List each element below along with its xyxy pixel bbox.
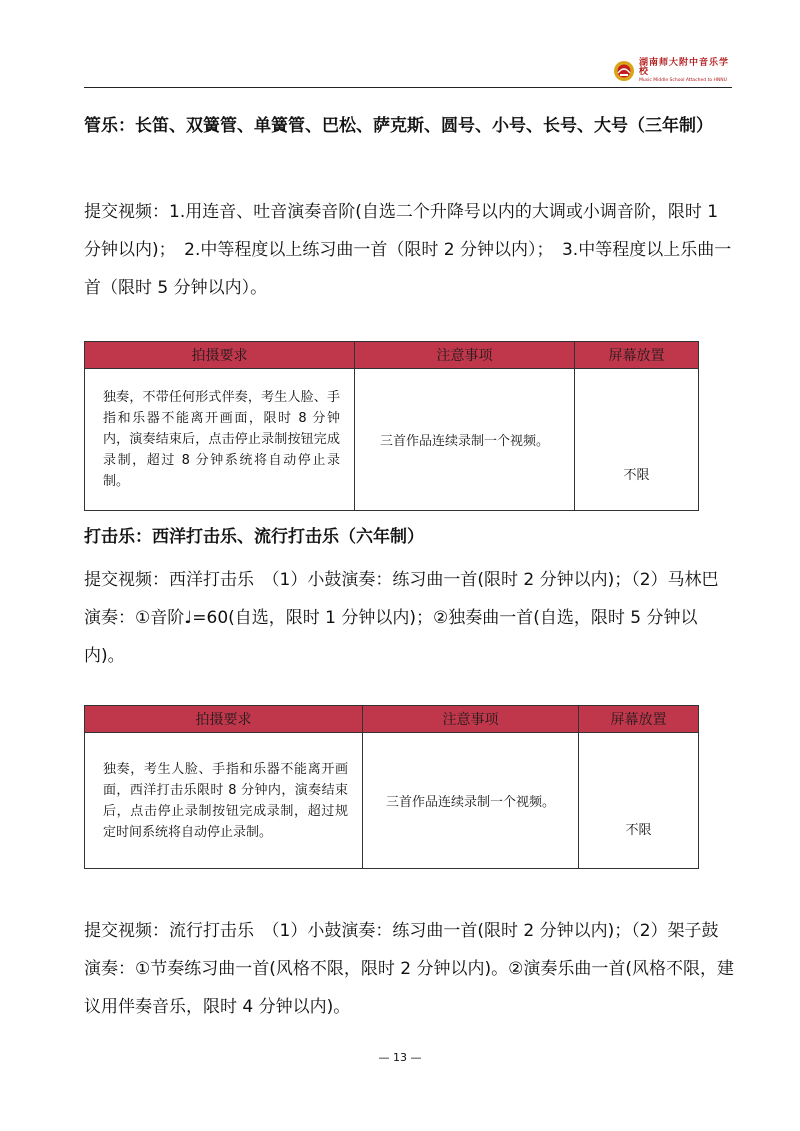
percussion-pop-submit-text: 提交视频：流行打击乐 （1）小鼓演奏：练习曲一首(限时 2 分钟以内)；（2）架子鼓演奏：①节奏练习曲一首(风格不限，限时 2 分钟以内)。②演奏乐曲一首(风格不限，建议用伴奏音乐，限时 4 分钟以内)。 — [84, 921, 734, 1017]
column-header-shooting-requirement: 拍摄要求 — [85, 342, 355, 369]
table-row — [85, 369, 699, 511]
table-row — [85, 733, 699, 869]
percussion-heading: 打击乐：西洋打击乐、流行打击乐（六年制） — [84, 527, 424, 547]
page-number: — 13 — — [378, 1051, 422, 1064]
column-header-notes: 注意事项 — [355, 342, 575, 369]
winds-heading: 管乐：长笛、双簧管、单簧管、巴松、萨克斯、圆号、小号、长号、大号（三年制） — [84, 116, 713, 136]
table-header-row — [85, 342, 699, 369]
winds-requirements-table — [84, 341, 699, 511]
column-header-notes: 注意事项 — [363, 706, 579, 733]
column-header-shooting-requirement: 拍摄要求 — [85, 706, 363, 733]
shooting-requirement-cell: 独奏，不带任何形式伴奏，考生人脸、手指和乐器不能离开画面，限时 8 分钟内，演奏结束后，点击停止录制按钮完成录制，超过 8 分钟系统将自动停止录制。 — [85, 369, 355, 511]
screen-placement-cell: 不限 — [579, 733, 699, 869]
screen-placement-cell: 不限 — [575, 369, 699, 511]
header-rule — [84, 87, 732, 88]
notes-cell: 三首作品连续录制一个视频。 — [355, 369, 575, 511]
winds-submit-text: 提交视频：1.用连音、吐音演奏音阶(自选二个升降号以内的大调或小调音阶，限时 1 分钟以内)； 2.中等程度以上练习曲一首（限时 2 分钟以内）； 3.中等程度以上乐曲一首（限时 5 分钟以内）。 — [84, 202, 732, 298]
notes-cell: 三首作品连续录制一个视频。 — [363, 733, 579, 869]
logo-chinese-text: 湖南师大附中音乐学校 — [639, 57, 730, 77]
column-header-screen-placement: 屏幕放置 — [579, 706, 699, 733]
logo-english-text: Music Middle School Attached to HNNU — [639, 77, 727, 83]
school-emblem-icon — [612, 60, 636, 82]
percussion-western-submit-text: 提交视频：西洋打击乐 （1）小鼓演奏：练习曲一首(限时 2 分钟以内)；（2）马林巴演奏：①音阶♩=60(自选，限时 1 分钟以内)；②独奏曲一首(自选，限时 5 分钟以内)。 — [84, 570, 719, 666]
school-logo — [612, 57, 734, 83]
percussion-requirements-table — [84, 705, 699, 869]
table-header-row — [85, 706, 699, 733]
shooting-requirement-cell: 独奏，考生人脸、手指和乐器不能离开画面，西洋打击乐限时 8 分钟内，演奏结束后，点击停止录制按钮完成录制，超过规定时间系统将自动停止录制。 — [85, 733, 363, 869]
column-header-screen-placement: 屏幕放置 — [575, 342, 699, 369]
